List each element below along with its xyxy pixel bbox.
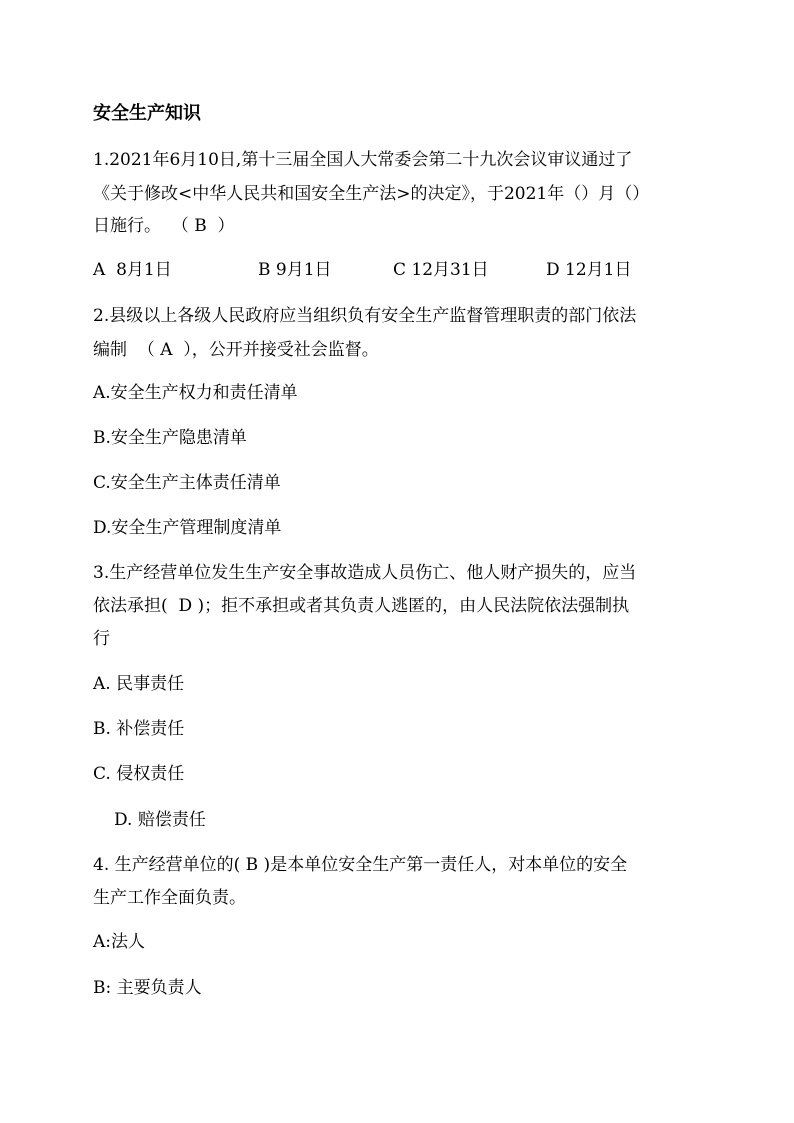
question-1-option-b: B 9月1日 (258, 260, 332, 280)
question-3-line-1: 3.生产经营单位发生生产安全事故造成人员伤亡、他人财产损失的，应当 (93, 563, 637, 583)
question-3-option-b: B. 补偿责任 (93, 719, 185, 739)
question-3-option-a: A. 民事责任 (93, 674, 185, 694)
question-4-option-a: A:法人 (93, 932, 146, 952)
question-3-line-2: 依法承担( D )；拒不承担或者其负责人逃匿的，由人民法院依法强制执 (93, 596, 630, 616)
question-2-option-c: C.安全生产主体责任清单 (93, 473, 281, 493)
question-4-line-2: 生产工作全面负责。 (93, 888, 246, 908)
question-2-line-1: 2.县级以上各级人民政府应当组织负有安全生产监督管理职责的部门依法 (93, 306, 637, 326)
question-1-option-c: C 12月31日 (393, 260, 489, 280)
question-1-option-d: D 12月1日 (546, 260, 632, 280)
question-1-option-a: A 8月1日 (93, 260, 172, 280)
question-2-option-d: D.安全生产管理制度清单 (93, 518, 282, 538)
question-1-line-2: 《关于修改<中华人民共和国安全生产法>的决定》，于2021年（）月（） (93, 184, 650, 204)
question-2-option-a: A.安全生产权力和责任清单 (93, 383, 298, 403)
question-1-line-1: 1.2021年6月10日,第十三届全国人大常委会第二十九次会议审议通过了 (93, 150, 633, 170)
question-1-options (93, 260, 693, 280)
document-title: 安全生产知识 (93, 103, 201, 124)
question-3-option-d: D. 赔偿责任 (114, 810, 206, 830)
question-1-line-3: 日施行。 （ B ） (93, 216, 235, 236)
question-2-line-2: 编制 （ A ），公开并接受社会监督。 (93, 340, 379, 360)
question-3-line-3: 行 (93, 629, 110, 649)
question-4-option-b: B: 主要负责人 (93, 978, 202, 998)
question-3-option-c: C. 侵权责任 (93, 764, 185, 784)
question-4-line-1: 4. 生产经营单位的( B )是本单位安全生产第一责任人，对本单位的安全 (93, 855, 628, 875)
question-2-option-b: B.安全生产隐患清单 (93, 428, 247, 448)
